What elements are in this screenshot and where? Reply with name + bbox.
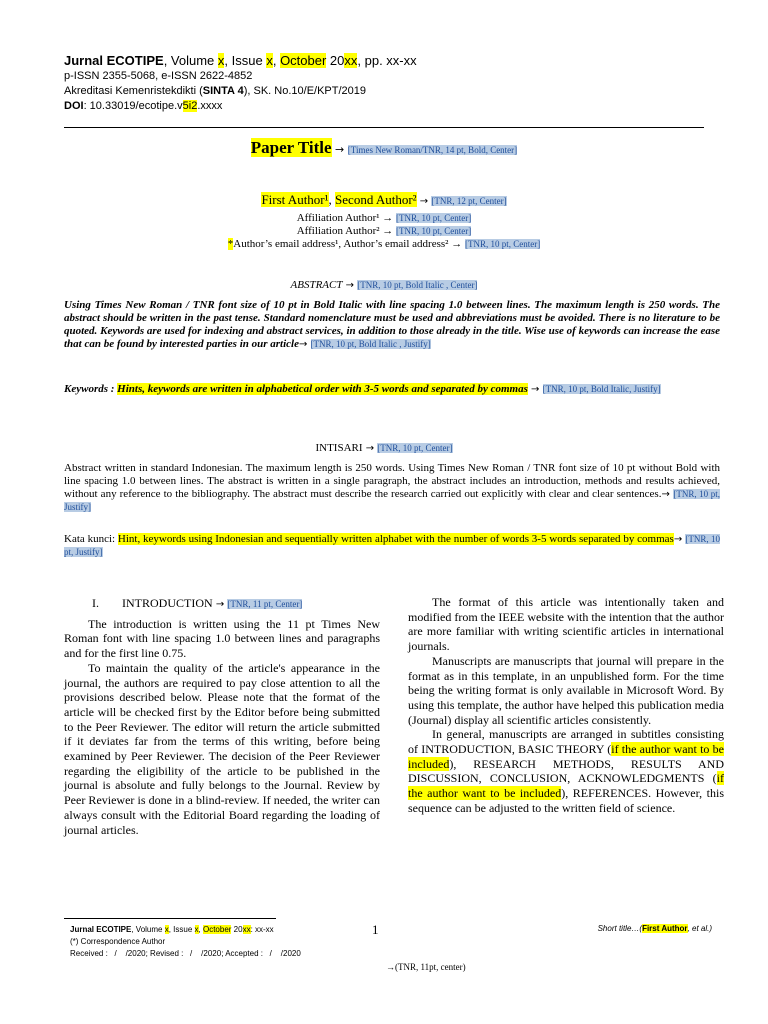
keywords-text: Hints, keywords are written in alphabetical order with 3-5 words and separated by commas xyxy=(117,383,528,395)
email-line: *Author’s email address¹, Author’s email address² → [TNR, 10 pt, Center] xyxy=(227,238,541,250)
arrow-icon: → xyxy=(416,196,432,207)
intisari-heading: INTISARI → [TNR, 10 pt, Center] xyxy=(315,442,453,454)
intro-paragraph-4: Manuscripts are manuscripts that journal will prepare in the format as in this template, in an unpublished form. For the time being the writing format is only available in Microsoft Word. By using this template, the author have helped this publication media (Journal) display all scientific articles consistently. xyxy=(408,653,724,727)
authors-block xyxy=(64,192,704,251)
format-tag: [TNR, 11 pt, Center] xyxy=(227,599,303,609)
issue-value: x xyxy=(266,53,273,68)
affiliation-2: Affiliation Author² → [TNR, 10 pt, Center] xyxy=(296,225,472,237)
footer-rule xyxy=(64,918,276,919)
abstract-body: Using Times New Roman / TNR font size of 10 pt in Bold Italic with line spacing 1.0 between lines. The maximum length is 250 words. The abstract should be written in the past tense. Standard nomenclature must be used and abbreviations must be avoided. There is no literature to be quoted. Keywords are used for indexing and abstract services, in addition to those already in the title. Wise use of keywords can increase the ease that can be found by interested parties in our article→ [TNR, 10 pt, Bold Italic , Justify] xyxy=(64,299,720,350)
format-tag: [TNR, 10 pt, Center] xyxy=(377,443,453,453)
affiliation-1: Affiliation Author¹ → [TNR, 10 pt, Center] xyxy=(296,212,472,224)
arrow-icon: → xyxy=(212,599,228,610)
short-title: Short title…(First Author, et al.) xyxy=(597,924,712,933)
left-column xyxy=(64,596,380,837)
page-number: 1 xyxy=(372,922,379,937)
format-tag: [TNR, 10 pt, Center] xyxy=(464,239,541,249)
kata-kunci xyxy=(64,533,720,559)
arrow-icon: → xyxy=(527,384,543,395)
second-author: Second Author² xyxy=(335,192,417,207)
month-value: October xyxy=(280,53,327,68)
kata-kunci-label: Kata kunci: xyxy=(64,533,118,545)
format-tag: [TNR, 10 pt, Bold Italic , Center] xyxy=(357,280,478,290)
journal-citation-line: Jurnal ECOTIPE, Volume x, Issue x, October 20xx, pp. xx-xx xyxy=(64,53,417,68)
paper-title xyxy=(64,138,704,158)
footer-journal-info xyxy=(70,924,370,960)
correspondence-note: (*) Correspondence Author xyxy=(70,937,166,946)
arrow-icon: → xyxy=(298,339,311,350)
arrow-icon: → xyxy=(673,534,686,545)
volume-value: x xyxy=(217,53,225,68)
year-value: xx xyxy=(344,53,358,68)
format-tag: [TNR, 10 pt, Center] xyxy=(396,226,472,236)
intro-paragraph-2: To maintain the quality of the article's appearance in the journal, the authors are required to pay close attention to all the provisions described below. Please note that the format of the article will be checked first by the Editor before being submitted to the Peer Reviewer. The editor will return the article submitted if it deviates far from the terms of this writing, before being examined by Peer Reviewer. The decision of the Peer Reviewer regarding the eligibility of the article to be published in the journal is absolute and fully belongs to the Journal. Review by Peer Reviewer is done in a blind-review. If needed, the writer can always consult with the Editorial Board regarding the loading of journal articles. xyxy=(64,660,380,837)
format-tag: [TNR, 10 pt, Bold Italic, Justify] xyxy=(542,384,661,394)
intisari-body: Abstract written in standard Indonesian. The maximum length is 250 words. Using Times New Roman / TNR font size of 10 pt without Bold with line spacing 1.0 between lines. The abstract is written in a single paragraph, the abstract includes an introduction, methods and results achieved, without any reference to the bibliography. The abstract must describe the research carried out explicitly with clear and clear sentences.→ [TNR, 10 pt, Justify] xyxy=(64,462,721,512)
kata-kunci-text: Hint, keywords using Indonesian and sequentially written alphabet with the number of words 3-5 words separated by commas xyxy=(117,533,674,545)
doi-line: DOI: 10.33019/ecotipe.v5i2.xxxx xyxy=(64,100,223,112)
paper-title-text: Paper Title xyxy=(250,138,332,157)
intro-paragraph-3: The format of this article was intentionally taken and modified from the IEEE website with the intention that the author are more familiar with writing scientific articles in international journals. xyxy=(408,595,724,654)
keywords-label: Keywords : xyxy=(64,383,118,395)
sinta-rank: SINTA 4 xyxy=(202,85,244,97)
bottom-format-tag: →(TNR, 11pt, center) xyxy=(386,962,466,972)
arrow-icon: → xyxy=(661,489,674,500)
arrow-icon: → xyxy=(342,280,358,291)
abstract-heading: ABSTRACT → [TNR, 10 pt, Bold Italic , Center] xyxy=(290,279,478,291)
footer-citation-line: Jurnal ECOTIPE, Volume x, Issue x, October 20xx: xx-xx xyxy=(70,925,274,934)
format-tag: [TNR, 10 pt, Justify] xyxy=(64,489,721,512)
format-tag: [TNR, 10 pt, Bold Italic , Justify] xyxy=(310,339,431,349)
section-number: I. xyxy=(92,596,99,610)
keywords xyxy=(64,383,720,396)
issn-line: p-ISSN 2355-5068, e-ISSN 2622-4852 xyxy=(64,70,253,82)
format-tag: [Times New Roman/TNR, 14 pt, Bold, Center] xyxy=(347,145,518,155)
first-author: First Author¹ xyxy=(261,192,329,207)
intro-paragraph-1: The introduction is written using the 11 pt Times New Roman font with line spacing 1.0 between lines and paragraphs and for the first line 0.75. xyxy=(64,616,380,661)
author-names: First Author¹, Second Author² → [TNR, 12 pt, Center] xyxy=(261,192,507,207)
accreditation-line: Akreditasi Kemenristekdikti (SINTA 4), SK. No.10/E/KPT/2019 xyxy=(64,85,367,97)
submission-dates: Received : / /2020; Revised : / /2020; Accepted : / /2020 xyxy=(70,949,301,958)
header-rule xyxy=(64,127,704,128)
format-tag: [TNR, 10 pt, Justify] xyxy=(64,534,721,557)
arrow-icon: → xyxy=(362,443,378,454)
journal-name: Jurnal ECOTIPE xyxy=(64,53,164,68)
arrow-icon: → xyxy=(331,143,348,156)
intro-paragraph-5: In general, manuscripts are arranged in subtitles consisting of INTRODUCTION, BASIC THEORY (if the author want to be included), RESEARCH METHODS, RESULTS AND DISCUSSION, CONCLUSION, ACKNOWLEDGMENTS (if the author want to be included), REFERENCES. However, this sequence can be adjusted to the written field of science. xyxy=(408,727,724,815)
format-tag: [TNR, 10 pt, Center] xyxy=(396,213,472,223)
introduction-heading: I. INTRODUCTION → [TNR, 11 pt, Center] xyxy=(64,596,380,613)
format-tag: [TNR, 12 pt, Center] xyxy=(431,196,507,206)
right-column xyxy=(408,595,724,816)
journal-header xyxy=(64,52,704,114)
